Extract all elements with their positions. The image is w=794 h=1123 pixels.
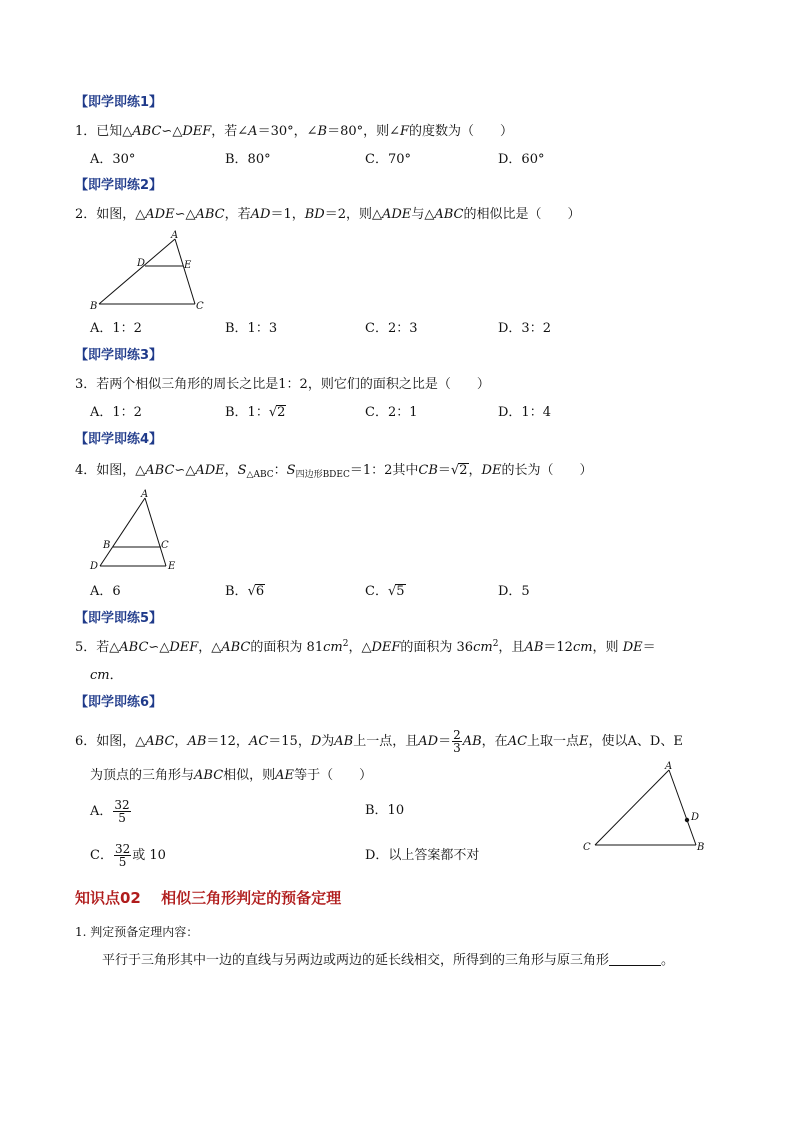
q4-option-b[interactable]: B．√6 — [225, 584, 265, 599]
q6-triangle-figure — [578, 758, 708, 858]
q3-option-a[interactable]: A．1：2 — [90, 405, 142, 420]
q3-option-c[interactable]: C．2：1 — [365, 405, 418, 420]
q4-option-d[interactable]: D．5 — [498, 584, 530, 599]
practice-header-5: 【即学即练5】 — [75, 611, 163, 626]
q3-option-b[interactable]: B．1：√2 — [225, 405, 286, 420]
q6-option-d[interactable]: D．以上答案都不对 — [365, 848, 480, 863]
q4-label-e: E — [168, 561, 176, 572]
q1-option-b[interactable]: B．80° — [225, 152, 271, 167]
q6-option-b[interactable]: B．10 — [365, 803, 405, 818]
question-2: 2．如图，△ADE∽△ABC，若AD＝1，BD＝2，则△ADE与△ABC的相似比是（ ） — [75, 207, 581, 222]
q1-option-d[interactable]: D．60° — [498, 152, 545, 167]
question-3: 3．若两个相似三角形的周长之比是1：2，则它们的面积之比是（ ） — [75, 377, 490, 392]
question-4: 4．如图，△ABC∽△ADE，$S_{\triangle ABC}$：$S_{四边形BDEC}=1$：2其中CB＝√2，DE的长为（ ） — [75, 463, 593, 480]
q1-option-a[interactable]: A．30° — [90, 152, 136, 167]
q6-label-b: B — [697, 842, 705, 853]
q2-label-c: C — [196, 301, 204, 312]
q4-option-c[interactable]: C．√5 — [365, 584, 405, 599]
answer-blank[interactable] — [609, 953, 661, 966]
q2-label-a: A — [171, 230, 179, 241]
q6-option-a[interactable]: A． $\frac{32}{5}$ — [90, 798, 130, 825]
question-1: 1．已知△ABC∽△DEF，若∠A＝30°，∠B＝80°，则∠F的度数为（ ） — [75, 124, 514, 139]
practice-header-2: 【即学即练2】 — [75, 178, 163, 193]
q4-label-d: D — [90, 561, 99, 572]
practice-header-1: 【即学即练1】 — [75, 95, 163, 110]
practice-header-3: 【即学即练3】 — [75, 348, 163, 363]
q2-option-d[interactable]: D．3：2 — [498, 321, 551, 336]
question-6: 6．如图，△ABC，AB＝12，AC＝15，D为AB上一点，且AD＝ $\frac{2}{3}$ AB，在AC上取一点E，使以A、D、E — [75, 728, 683, 755]
q2-option-c[interactable]: C．2：3 — [365, 321, 418, 336]
q2-option-a[interactable]: A．1：2 — [90, 321, 142, 336]
q6-label-d: D — [691, 812, 700, 823]
practice-header-4: 【即学即练4】 — [75, 432, 163, 447]
q2-option-b[interactable]: B．1：3 — [225, 321, 278, 336]
question-5-line2: cm． — [90, 668, 123, 683]
q2-label-b: B — [90, 301, 98, 312]
q4-label-b: B — [103, 540, 111, 551]
section-title: 知识点02 相似三角形判定的预备定理 — [75, 889, 342, 907]
q2-label-d: D — [137, 258, 146, 269]
q3-option-d[interactable]: D．1：4 — [498, 405, 551, 420]
q2-label-e: E — [184, 260, 192, 271]
practice-header-6: 【即学即练6】 — [75, 695, 163, 710]
q4-label-c: C — [161, 540, 169, 551]
q2-triangle-figure — [85, 228, 215, 313]
q6-label-c: C — [583, 842, 591, 853]
point-1-label: 1. 判定预备定理内容： — [75, 925, 199, 939]
q4-triangle-figure — [85, 487, 185, 577]
question-5: 5．若△ABC∽△DEF，△ABC的面积为 $81cm^2$，△DEF的面积为 $36cm^2$，且AB＝12cm，则 DE＝ — [75, 639, 656, 655]
q1-option-c[interactable]: C．70° — [365, 152, 411, 167]
q6-label-a: A — [665, 761, 673, 772]
q4-option-a[interactable]: A．6 — [90, 584, 121, 599]
q6-option-c[interactable]: C． $\frac{32}{5}$ 或 10 — [90, 842, 166, 869]
question-6-line2: 为顶点的三角形与ABC相似，则AE等于（ ） — [90, 768, 373, 783]
q4-label-a: A — [141, 489, 149, 500]
point-1-text: 平行于三角形其中一边的直线与另两边或两边的延长线相交，所得到的三角形与原三角形 。 — [102, 953, 675, 968]
